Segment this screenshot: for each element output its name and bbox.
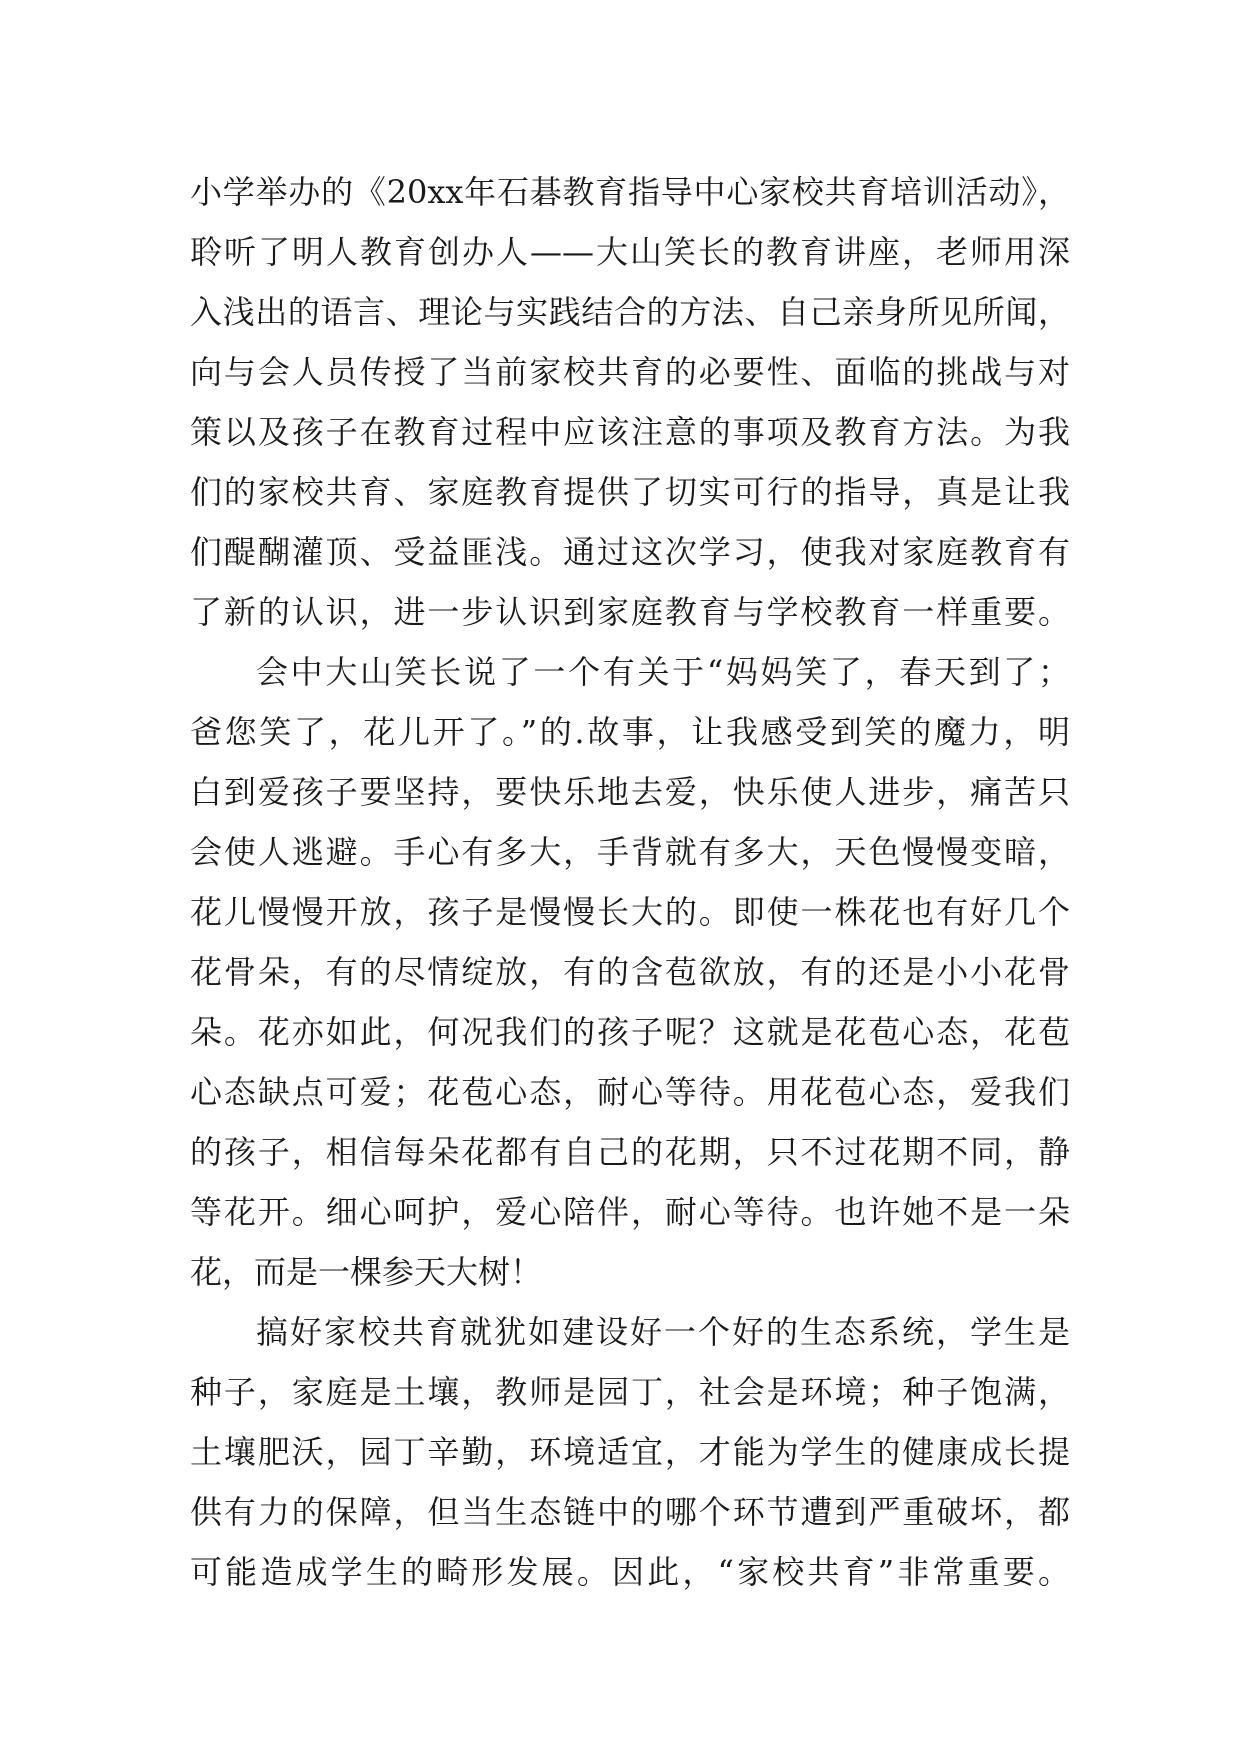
paragraph-1-line-2: 聆听了明人教育创办人——大山笑长的教育讲座，老师用深 [190, 233, 1070, 271]
paragraph-2-line-9: 的孩子，相信每朵花都有自己的花期，只不过花期不同，静 [190, 1133, 1070, 1171]
paragraph-1-line-8: 了新的认识，进一步认识到家庭教育与学校教育一样重要。 [190, 593, 1070, 631]
paragraph-2-line-1: 会中大山笑长说了一个有关于“妈妈笑了，春天到了； [256, 653, 1070, 691]
paragraph-2-line-6: 花骨朵，有的尽情绽放，有的含苞欲放，有的还是小小花骨 [190, 953, 1070, 991]
document-body [190, 162, 1070, 1602]
paragraph-1-line-7: 们醍醐灌顶、受益匪浅。通过这次学习，使我对家庭教育有 [190, 533, 1070, 571]
paragraph-3-line-2: 种子，家庭是土壤，教师是园丁，社会是环境；种子饱满， [190, 1373, 1070, 1411]
paragraph-2-line-3: 白到爱孩子要坚持，要快乐地去爱，快乐使人进步，痛苦只 [190, 773, 1070, 811]
paragraph-1-line-5: 策以及孩子在教育过程中应该注意的事项及教育方法。为我 [190, 413, 1070, 451]
paragraph-3-line-3: 土壤肥沃，园丁辛勤，环境适宜，才能为学生的健康成长提 [190, 1433, 1070, 1471]
paragraph-3-line-4: 供有力的保障，但当生态链中的哪个环节遭到严重破坏，都 [190, 1493, 1070, 1531]
paragraph-1-line-4: 向与会人员传授了当前家校共育的必要性、面临的挑战与对 [190, 353, 1070, 391]
paragraph-2-line-4: 会使人逃避。手心有多大，手背就有多大，天色慢慢变暗， [190, 833, 1070, 871]
paragraph-2-line-10: 等花开。细心呵护，爱心陪伴，耐心等待。也许她不是一朵 [190, 1193, 1070, 1231]
paragraph-1-line-6: 们的家校共育、家庭教育提供了切实可行的指导，真是让我 [190, 473, 1070, 511]
paragraph-2-line-7: 朵。花亦如此，何况我们的孩子呢？这就是花苞心态，花苞 [190, 1013, 1070, 1051]
paragraph-3-line-5: 可能造成学生的畸形发展。因此，“家校共育”非常重要。 [190, 1553, 1070, 1591]
paragraph-1-line-3: 入浅出的语言、理论与实践结合的方法、自己亲身所见所闻， [190, 293, 1070, 331]
paragraph-2-line-8: 心态缺点可爱；花苞心态，耐心等待。用花苞心态，爱我们 [190, 1073, 1070, 1111]
paragraph-2-line-5: 花儿慢慢开放，孩子是慢慢长大的。即使一株花也有好几个 [190, 893, 1070, 931]
paragraph-1-line-1: 小学举办的《20xx年石碁教育指导中心家校共育培训活动》， [190, 173, 1070, 211]
paragraph-3-line-1: 搞好家校共育就犹如建设好一个好的生态系统，学生是 [256, 1313, 1070, 1351]
paragraph-2-line-11: 花，而是一棵参天大树！ [190, 1253, 543, 1291]
paragraph-2-line-2: 爸您笑了，花儿开了。”的.故事，让我感受到笑的魔力，明 [190, 713, 1070, 751]
